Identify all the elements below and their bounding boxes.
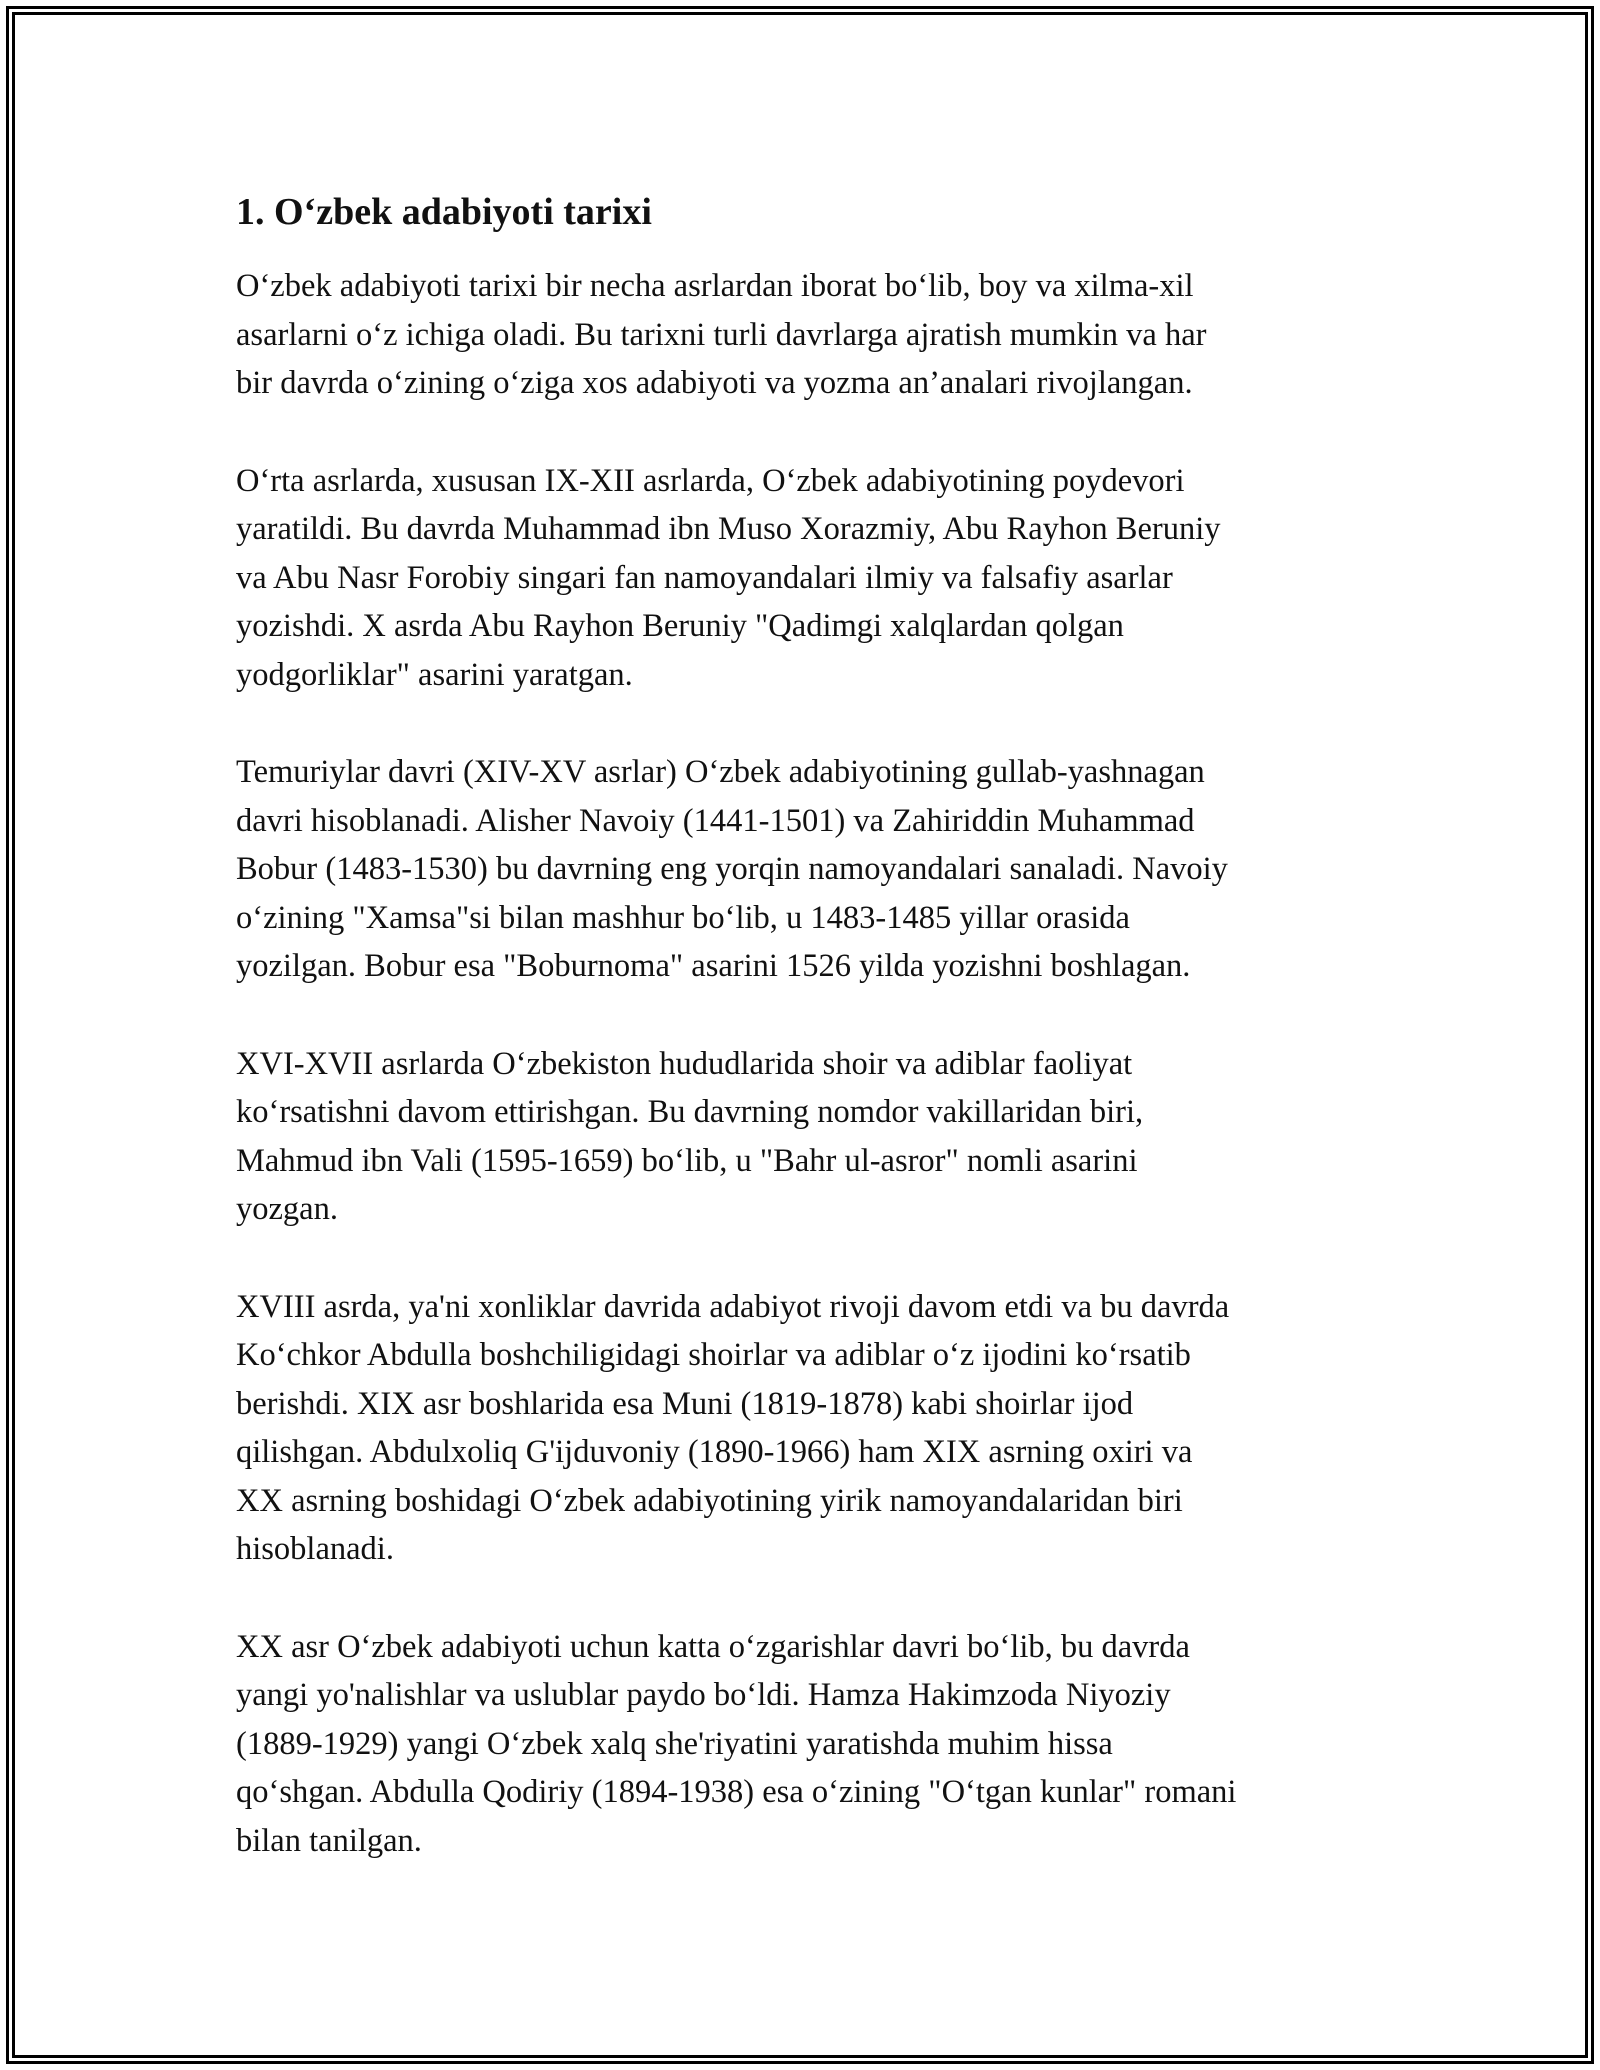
paragraph-middle-ages: O‘rta asrlarda, xususan IX-XII asrlarda, O‘zbek adabiyotining poydevori yaratildi. Bu davrda Muhammad ibn Muso Xorazmiy, Abu Rayhon Beruniy va Abu Nasr Forobiy singari fan namoyandalari ilmiy va falsafiy asarlar yozishdi. X asrda Abu Rayhon Beruniy "Qadimgi xalqlardan qolgan yodgorliklar" asarini yaratgan. <box>236 462 1221 693</box>
paragraph-intro: O‘zbek adabiyoti tarixi bir necha asrlardan iborat bo‘lib, boy va xilma-xil asarlarni o‘z ichiga oladi. Bu tarixni turli davrlarga ajratish mumkin va har bir davrda o‘zining o‘ziga xos adabiyoti va yozma an’analari rivojlangan. <box>236 268 1207 401</box>
document-body <box>236 186 1376 1914</box>
paragraph-18-19-centuries: XVIII asrda, ya'ni xonliklar davrida adabiyot rivoji davom etdi va bu davrda Ko‘chkor Abdulla boshchiligidagi shoirlar va adiblar o‘z ijodini ko‘rsatib berishdi. XIX asr boshlarida esa Muni (1819-1878) kabi shoirlar ijod qilishgan. Abdulxoliq G'ijduvoniy (1890-1966) ham XIX asrning oxiri va XX asrning boshidagi O‘zbek adabiyotining yirik namoyandalaridan biri hisoblanadi. <box>236 1288 1230 1567</box>
paragraph-20th-century: XX asr O‘zbek adabiyoti uchun katta o‘zgarishlar davri bo‘lib, bu davrda yangi yo'nalishlar va uslublar paydo bo‘ldi. Hamza Hakimzoda Niyoziy (1889-1929) yangi O‘zbek xalq she'riyatini yaratishda muhim hissa qo‘shgan. Abdulla Qodiriy (1894-1938) esa o‘zining "O‘tgan kunlar" romani bilan tanilgan. <box>236 1628 1237 1859</box>
paragraph-16-17-centuries: XVI-XVII asrlarda O‘zbekiston hududlarida shoir va adiblar faoliyat ko‘rsatishni davom ettirishgan. Bu davrning nomdor vakillaridan biri, Mahmud ibn Vali (1595-1659) bo‘lib, u "Bahr ul-asror" nomli asarini yozgan. <box>236 1045 1144 1227</box>
section-heading: 1. O‘zbek adabiyoti tarixi <box>236 191 652 233</box>
paragraph-timurid-era: Temuriylar davri (XIV-XV asrlar) O‘zbek adabiyotining gullab-yashnagan davri hisoblanadi. Alisher Navoiy (1441-1501) va Zahiriddin Muhammad Bobur (1483-1530) bu davrning eng yorqin namoyandalari sanaladi. Navoiy o‘zining "Xamsa"si bilan mashhur bo‘lib, u 1483-1485 yillar orasida yozilgan. Bobur esa "Boburnoma" asarini 1526 yilda yozishni boshlagan. <box>236 754 1228 984</box>
